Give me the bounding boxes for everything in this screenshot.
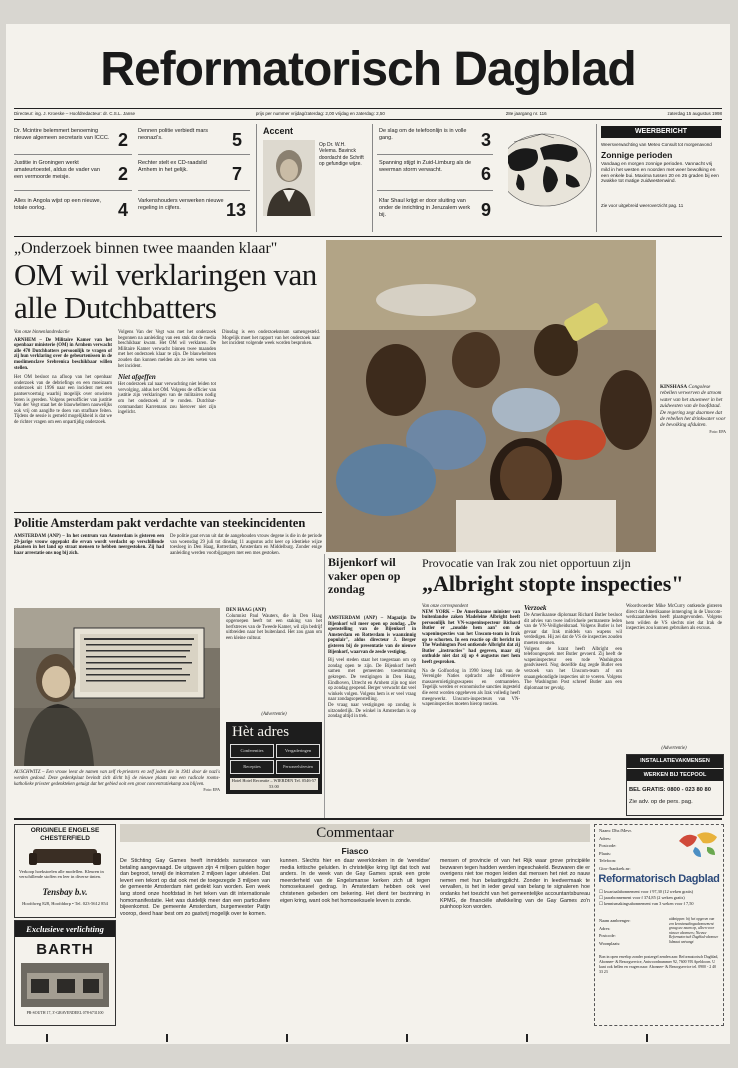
coupon-field[interactable]: Naam: Dhr./Mevr. [599, 828, 632, 833]
den-haag-text: Columnist Paul Wauters, die in Den Haag opgeroepen heeft tot een staking van het herfstreces van de Tweede Kamer, wil zijn bedrijf uitbreiden naar het buitenland. Het zou gaan om een kleine cultuur. [226, 613, 322, 641]
coupon-fields [599, 827, 675, 872]
teaser-item[interactable]: Justitie in Groningen werkt amateurtoestel, aldus de vader van een vermoorde meisje. [14, 160, 100, 180]
het-adres-footer [230, 778, 318, 790]
year-line: 28e jaargang nr. 116 [505, 111, 547, 116]
exclusive-title: Exclusieve verlichting [15, 921, 115, 937]
accent-box [256, 124, 369, 232]
coupon-field[interactable]: Postcode: [599, 933, 616, 938]
sofa-image [29, 845, 101, 867]
chesterfield-title: ORIGINELE ENGELSE CHESTERFIELD [30, 827, 100, 842]
irak-byline: Van onze correspondent [422, 604, 468, 609]
teaser-column-3 [372, 124, 493, 232]
coupon-option[interactable]: ☐ jaarabonnement voor f 374,85 (2 weken gratis) [599, 895, 685, 900]
den-haag-title: DEN HAAG (ANP) [226, 608, 266, 613]
politie-headline[interactable]: Politie Amsterdam pakt verdachte van steekincidenten [14, 516, 306, 530]
weather-more-link[interactable]: Zie voor uitgebreid weeroverzicht pag. 11 [601, 203, 684, 208]
het-adres-phone: Tel. 0546-57 53 00 [269, 778, 317, 789]
lead-kicker: „Onderzoek binnen twee maanden klaar" [14, 240, 278, 257]
lead-body-3: Het onderzoek zal naar verwachting niet leiden tot vervolging, aldus het OM. Volgens de officier van justitie zijn verklaringen van de militairen nodig om het onderzoek af te ronden. Dutchbat-commandant Karremans zou hierover niet zijn ingelicht. [118, 382, 216, 416]
auschwitz-caption-text: AUSCHWITZ – Een vrouw leest de namen van zelf rk-priesters en zelf joden die in 1941 door de nazi's werden gedood. Deze gedenkplaat bevindt zich dicht bij de nieuwe plaats van een radicale rooms-katholieke priester gedenkteken getuigt dat het gebied ooit een groot concentratiekamp zou blijven. [14, 770, 220, 787]
teaser-column-2 [138, 124, 250, 232]
coupon-option-label: kwartaalabonnement voor f 97,30 (12 weken gratis) [603, 889, 694, 894]
bijenkorf-body: Bij veel steden staat het toegestaan om op zondag open te zijn. De Bijenkorf heeft samen met gemeenten toestemming gekregen. De vestigingen in Den Haag, Eindhoven, Utrecht en Arnhem zijn nog niet op zondag geopend. Berger verwacht dat veel winkels volgen. Volgens hem is er veel vraag naar zondagsopenstelling. [328, 658, 416, 703]
irak-column-3 [626, 604, 722, 632]
bijenkorf-headline[interactable]: Bijenkorf wil vaker open op zondag [328, 555, 401, 596]
coupon-options [599, 889, 719, 907]
world-map-icon [677, 829, 719, 859]
photo-caption [660, 384, 726, 435]
weather-header: WEERBERICHT [601, 126, 721, 138]
het-adres-item: Personeelsfeesten [276, 760, 320, 774]
coupon-field[interactable]: Telefoon: [599, 858, 617, 863]
coupon-option-label: jaarabonnement voor f 374,85 (2 weken gratis) [603, 895, 685, 900]
coupon-option-label: kennismakingsabonnement van 3 weken voor f 7,50 [603, 901, 694, 906]
tecpool-ad[interactable] [626, 754, 724, 816]
caption-text: Congolese rebellen verwerven de stroom water van het stuwmeer in het zuidwesten van de hoofdstad. De regering zegt daarmee dat de rebellen het drinkwater voor de bevolking afsluiten. [660, 384, 726, 429]
bijenkorf-intro: AMSTERDAM (ANP) – Magazijn De Bijenkorf wil meer open op zondag. „De openstelling van de Bijenkorf in Amsterdam en Rotterdam is waanzinnig populair", aldus directeur J. Berger gisteren bij de presentatie van de nieuwe Bijenkorf, waarvan de zesde vestiging. [328, 616, 416, 655]
registration-marks [6, 1032, 730, 1044]
shop-name: Tensbay b.v. [42, 887, 88, 897]
teaser-item[interactable]: Kfar Shaul krijgt er door sluiting van onder de inrichting in Jeruzalem werk bij. [379, 198, 471, 218]
teaser-page-number: 5 [232, 130, 243, 150]
teaser-item[interactable]: Spanning stijgt in Zuid-Limburg als de weerman storm verwacht. [379, 160, 472, 173]
weather-box [596, 124, 725, 232]
politie-column-1 [14, 534, 164, 556]
info-bar [14, 108, 722, 120]
weather-title: Zonnige perioden [601, 150, 673, 160]
portrait-image [263, 140, 315, 216]
masthead-title: Reformatorisch Dagblad [100, 43, 636, 96]
het-adres-title: Hèt adres [232, 724, 290, 740]
coupon-referrer-fields [599, 917, 667, 947]
lead-body-2: Volgens Van der Vegt was met het onderzoek begonnen na aanleiding van een stuk dat de media beschikbaar kwam. Het OM wil verklaren. De Militaire Kamer verwacht binnen twee maanden met het onderzoek klaar te zijn. De blauwhelmen zouden dan kunnen melden als ze iets weten van het incident. [118, 330, 216, 369]
ad-label: (Advertentie) [661, 746, 687, 751]
subscription-coupon [594, 824, 724, 1026]
lead-byline: Van onze binnenlandredactie [14, 330, 70, 335]
tecpool-line-3: BEL GRATIS: 0800 - 023 80 80 [629, 787, 711, 793]
tecpool-line-2: WERKEN BIJ TECPOOL [627, 769, 723, 781]
teaser-item[interactable]: Dr. Mcintire belemmert benoeming nieuwe algemeen secretaris van ICCC. [14, 128, 110, 141]
coupon-field[interactable]: Adres: [599, 835, 611, 841]
den-haag-column [226, 608, 322, 642]
caption-place: KINSHASA [660, 384, 688, 390]
tecpool-line-1: INSTALLATIEVAKMENSEN [627, 755, 723, 768]
het-adres-ad[interactable] [226, 722, 322, 794]
coupon-field[interactable]: Woonplaats: [599, 940, 621, 946]
het-adres-address: Hotel Hotel Recreatie – WIERDEN [231, 778, 294, 783]
price-line: prijs per nummer vrijdag/zaterdag: 2,00 vrijdag en zaterdag: 2,50 [255, 111, 385, 116]
politie-intro: AMSTERDAM (ANP) – In het centrum van Amsterdam is gisteren een 29-jarige vrouw opgepakt die ervan wordt verdacht op verschillende plaatsen in het land op straat mensen te hebben neergestoken. Zij had haar arrestatie ons nog bij zich. [14, 534, 164, 556]
chesterfield-ad[interactable] [14, 824, 116, 918]
bijenkorf-body-2: De vraag naar vestigingen op zondag is uitzonderlijk. De winkel in Amsterdam is op zondag altijd in trek. [328, 702, 416, 720]
irak-subhead: Verzoek [524, 604, 547, 612]
coupon-logo: Reformatorisch Dagblad [598, 873, 720, 885]
teaser-page-number: 9 [481, 200, 492, 220]
irak-body: Na de Golfoorlog in 1990 kreeg Irak van de Verenigde Naties opdracht alle offensieve massavernietigingswapens en ontmantelen. Tegelijk werden er economische sancties ingesteld die eerst worden opgeheven als Irak volledig heeft meegewerkt. Unscom-inspecteurs van VN-wapeninspecties moeten hierop toezien. [422, 668, 520, 708]
teaser-item[interactable]: Alles in Angola wijst op een nieuwe, totale oorlog. [14, 198, 102, 211]
commentaar-title: Commentaar [120, 824, 590, 842]
lead-column-2 [118, 330, 216, 416]
globe-weather-map [496, 128, 594, 210]
coupon-field[interactable]: Plaats: [599, 850, 611, 856]
kinshasa-photo [326, 240, 656, 552]
commentaar-column-3: mensen of provincie of van het Rijk waar grove principiële bezwaren tegen hadden werden ingeschakeld. Bezwaren die er overigens niet toe mogen leiden dat mensen het niet zo nauw nemen met hun belastingplicht. Zonder in leedvermaak te vervallen, is het in ieder geval van belang te signaleren hoe ondanks het toezicht van het gemeentelijke accountantsbureau KPMG, de financiële afwikkeling van de Gay Games zo'n puinhoop kon worden. [440, 858, 590, 911]
lead-body-4: Dinsdag is een onderzoeksteam samengesteld. Mogelijk moet het rapport van het onderzoek naar het incident volgende week worden besproken. [222, 330, 320, 347]
auschwitz-photo [14, 608, 220, 766]
irak-body-3: Volgens de krant heeft Albright een telefoongesprek met Butler gevoerd. Zij heeft de wapeninspecteur een rode Washington geadviseerd. Nog dezelfde dag zegde Butler een verzoek van het Unscom-team af om onaangekondigde inspecties uit te voeren. Volgens The Washington Post schreef Butler aan een diplomaat ter gevolg. [524, 646, 622, 691]
teaser-item[interactable]: Varkenshouders verwerken nieuwe regeling in cijfers. [138, 198, 224, 211]
coupon-field[interactable]: Naam aanbrenger: [599, 918, 631, 923]
store-image [21, 963, 109, 1007]
irak-column-2 [524, 604, 622, 691]
teaser-page-number: 2 [118, 130, 129, 150]
newspaper-page [6, 24, 730, 1044]
bijenkorf-column [328, 616, 416, 720]
coupon-field[interactable]: Giro-/bankrek.nr: [599, 865, 631, 871]
accent-text: Op Dr. W.H. Velema. Bavinck doordacht de Schrift op gefundige wijze. [319, 142, 364, 168]
auschwitz-credit: Foto: EPA [203, 787, 220, 793]
coupon-option[interactable]: ☐ kennismakingsabonnement van 3 weken voor f 7,50 [599, 901, 694, 906]
teaser-page-number: 4 [118, 200, 129, 220]
lead-headline[interactable]: OM wil verklaringen van alle Dutchbatters [14, 257, 317, 325]
lead-intro: ARNHEM – De Militaire Kamer van het openbaar ministerie (OM) in Arnhem verwacht alle 470 Dutchbatters persoonlijk te vragen of zij hun verklaring over de gebeurtenissen in de moslimenclave Srebrenica beschikbaar willen stellen. [14, 337, 112, 371]
politie-column-2 [170, 534, 322, 556]
commentaar-column-2: kunnen. Slechts hier en daar weerklonken in de 'wereldse' media kritische geluiden. In christelijke kring ligt dat toch wat anders. In de week van de Gay Games sprak een grote meerderheid van de Engelsmanse kerken zich uit tegen homoseksueel gedrag. In Amsterdam hebben ook veel christenen gebeden om bekering. Het dient ter bezinning in eigen kring, want ook het homoseksuele leven is zonde. [280, 858, 430, 904]
irak-kicker: Provocatie van Irak zou niet opportuun zijn [422, 556, 631, 570]
teaser-page-number: 3 [481, 130, 492, 150]
commentaar-column-1: De Stichting Gay Games heeft inmiddels surseance van betaling aangevraagd. De uitgaven zijn 4 miljoen gulden hoger dan begroot, terwijl de inkomsten 2 miljoen lager uitvielen. Dat levert een tekort op dat ook met de toegezegde 3 miljoen van de gemeente Amsterdam niet gedekt kan worden. Een week lang stond onze hoofdstad in het teken van dit internationale homomanifestatie. Het was duidelijk meer dan een particuliere bijeenkomst. De gemeente Amsterdam, burgemeester Patijn voorop, deed haar best om zo gastvrij mogelijk over te komen. [120, 858, 270, 917]
lead-column-1 [14, 330, 112, 426]
teaser-item[interactable]: Rechter stelt ex CD-raadslid Arnhem in het gelijk. [138, 160, 207, 173]
chesterfield-text: Verkoop hoekstoelen alle modellen. Kleuren in verschillende stoffen en leer in diverse tinten. [19, 869, 104, 880]
teaser-page-number: 2 [118, 164, 129, 184]
commentaar-headline: Fiasco [341, 846, 369, 856]
lead-subhead: Niet afgeffen [118, 373, 156, 382]
lead-column-3 [222, 330, 320, 347]
coupon-side-note: uitknippen: bij het opgeven van een kennismakingsabonnement graag uw naam op, alleen voor nieuwe abonnees; Nieuwe Reformatorisch Dagblad-abonnee lidmaat ontvangt [669, 917, 719, 944]
teaser-item[interactable]: Dennen politie verbiedt mars neonazi's. [138, 128, 209, 141]
weather-text: Vandaag en morgen zonnige perioden. Vannacht vrij mild in het westen en noorden met weer bewolking en een enkele bui. Maxima tussen 20 en 25 graden bij een zwakke tot matige zuidwestenwind. [601, 162, 719, 185]
ad-label: (Advertentie) [261, 712, 287, 717]
tecpool-line-4: Zie adv. op de pers. pag. [629, 799, 693, 805]
irak-column-1 [422, 604, 520, 708]
irak-headline[interactable]: „Albright stopte inspecties" [422, 571, 684, 596]
coupon-option[interactable]: ☐ kwartaalabonnement voor f 97,30 (12 weken gratis) [599, 889, 694, 894]
shop-address: Hoofdweg 828, Hoofddorp • Tel. 023-5612 854 [22, 901, 108, 906]
irak-body-2: De Amerikaanse diplomaat Richard Butler besloot dit advies van twee individuele permanente leden van de VN-Veiligheidsraad. Volgens Butler is het gevaar dat Irak middels van wapens wil verdedigen. Hij zei dat de VS de inspecties zouden moeten steunen. [524, 613, 622, 646]
barth-name: BARTH [36, 941, 94, 958]
coupon-field[interactable]: Adres: [599, 925, 611, 931]
irak-intro: NEW YORK – De Amerikaanse minister van buitenlandse zaken Madeleine Albright heeft persoonlijk het VN-wapeninspecteur Richard Butler er „zoudde hem aan" om de wapeninspecties van het Unscom-team in Irak op te schorten. In een reactie op dit bericht in The Washington Post ontkende Albright dat zij Butler „instructies" had gegeven, maar zij onthulde niet dat zij op 4 augustus met hem heeft gesproken. [422, 609, 520, 665]
barth-address: PR-SOUTH 17, 3'-GRAVENDEEL 078-6731100 [26, 1011, 104, 1015]
auschwitz-caption [14, 770, 220, 793]
weather-subtitle: Weersverwachting van Meteo Consult tot morgenavond [601, 142, 712, 147]
irak-body-4: Woordvoerder Mike McCurry ontkende gisteren direct dat Amerikaanse inmenging in de Unscom-werkzaamheden heeft plaatsgevonden. Volgens hem wilden de VS slechts niet dat Irak de inspecties zou kunnen gebruiken als excuus. [626, 604, 722, 632]
editors-line: Directeur: ing. J. Kroeske – Hoofdredacteur: dr. C.S.L. Janse [14, 111, 136, 116]
teaser-page-number: 6 [481, 164, 492, 184]
accent-title: Accent [263, 126, 294, 136]
coupon-field[interactable]: Postcode: [599, 843, 617, 848]
teaser-page-number: 13 [226, 200, 247, 220]
teaser-column-1 [14, 124, 132, 232]
barth-ad[interactable] [14, 920, 116, 1026]
politie-body: De politie gaat ervan uit dat de aangehouden vrouw degene is die in de periode van woensdag 29 juli tot dinsdag 11 augustus acht keer op identieke wijze toesloeg in Den Haag, Rotterdam, Amsterdam en Middelburg. Zonder enige aanleiding werden voorbijgangers met een mes gestoken. [170, 534, 322, 556]
het-adres-item: Recepties [230, 760, 274, 774]
het-adres-item: Vergaderingen [276, 744, 320, 758]
lead-body-1: Het OM besloot na afloop van het openbaar onderzoek van de debriefings en een moeizaam onderzoek uit 1996 naar een incident met een pantservoertuig waarbij mogelijk over onwisten beren is gereden. Volgens persofficier van justitie Van der Vegt staat het de blauwhelmen nauwelijks ook vrij om aangifte te doen van strafbare feiten. Tijdens de sessie is gemeld mogelijkheid is dat we de richter vragen om een onpartijdig onderzoek. [14, 375, 112, 425]
het-adres-item: Conferenties [230, 744, 274, 758]
coupon-footer: Bon in open envelop zonder postzegel zenden aan: Reformatorisch Dagblad, Abonnee- & Bezorgservice, Antwoordnummer 92, 7600 VB Apeldoorn. U kunt ook bellen en vragen naar: Abonnee- & Bezorgservice tel. 0900 - 2 40 33 23 [599, 955, 719, 974]
teaser-page-number: 7 [232, 164, 243, 184]
teaser-item[interactable]: De slag om de telefoonlijn is in volle gang. [379, 128, 467, 141]
caption-credit: Foto: EPA [709, 428, 726, 434]
date-line: zaterdag 15 augustus 1998 [667, 111, 722, 116]
